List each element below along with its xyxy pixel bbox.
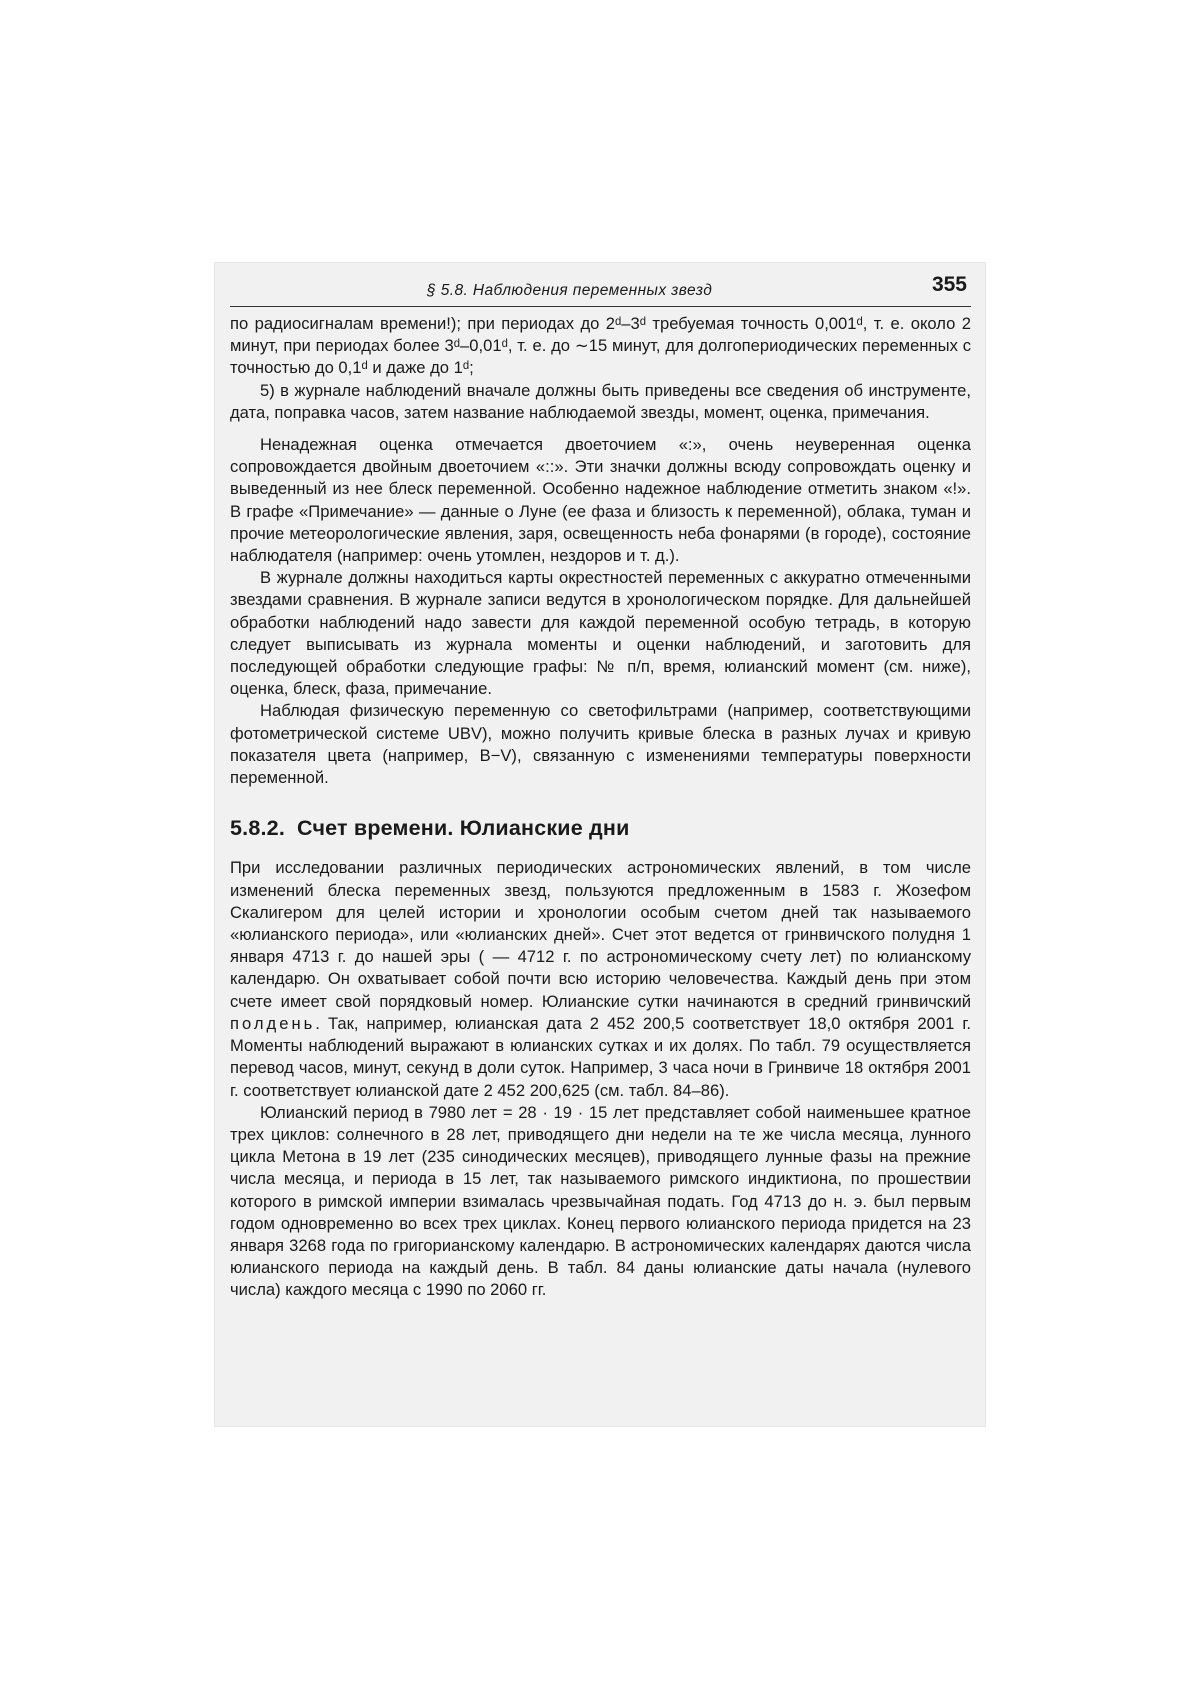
section-title: Счет времени. Юлианские дни [297,816,630,841]
paragraph-julian-days-part-1: При исследовании различных периодических астрономических явлений, в том числе изменений блеска переменных звезд, пользуются предложенным в 1583 г. Жозефом Скалигером для целей истории и хронологии особым счетом дней так называемого «юлианского периода», или «юлианских дней». Счет этот ведется от гринвичского полудня 1 января 4713 г. до нашей эры ( — 4712 г. по астрономическому счету лет) по юлианскому календарю. Он охватывает собой почти всю историю человечества. Каждый день при этом счете имеет свой порядковый номер. Юлианские сутки начинаются в средний гринвичский [230,858,971,1011]
section-number: 5.8.2. [230,816,285,841]
paragraph-journal-item-5: 5) в журнале наблюдений вначале должны быть приведены все сведения об инструменте, дата, поправка часов, затем название наблюдаемой звезды, момент, оценка, примечания. [230,380,971,422]
paragraph-julian-period: Юлианский период в 7980 лет = 28 · 19 · 15 лет представляет собой наименьшее кратное трех циклов: солнечного в 28 лет, приводящего дни недели на те же числа месяца, лунного цикла Метона в 19 лет (235 синодических месяцев), приводящего лунные фазы на прежние числа месяца, и периода в 15 лет, так называемого римского индиктиона, по прошествии которого в римской империи взималась чрезвычайная подать. Год 4713 до н. э. был первым годом одновременно во всех трех циклах. Конец первого юлианского периода придется на 23 января 3268 года по григорианскому календарю. В астрономических календарях даются числа юлианского периода на каждый день. В табл. 84 даны юлианские даты начала (нулевого числа) каждого месяца с 1990 по 2060 гг. [230,1102,971,1300]
paragraph-julian-days [230,857,971,1101]
running-header [230,272,971,306]
paragraph-precision: по радиосигналам времени!); при периодах до 2ᵈ–3ᵈ требуемая точность 0,001ᵈ, т. е. около 2 минут, при периодах более 3ᵈ–0,01ᵈ, т. е. до ∼15 минут, для долгопериодических переменных с точностью до 0,1ᵈ и даже до 1ᵈ; [230,314,971,378]
section-heading [230,817,971,839]
paragraph-filters: Наблюдая физическую переменную со светофильтрами (например, соответствующими фотометрической системе UBV), можно получить кривые блеска в разных лучах и кривую показателя цвета (например, B−V), связанную с изменениями температуры поверхности переменной. [230,701,971,788]
section-header: § 5.8. Наблюдения переменных звезд [427,282,713,299]
paragraph-julian-days-part-2: . Так, например, юлианская дата 2 452 200,5 соответствует 18,0 октября 2001 г. Моменты наблюдений выражают в юлианских сутках и их долях. По табл. 79 осуществляется перевод часов, минут, секунд в доли суток. Например, 3 часа ночи в Гринвиче 18 октября 2001 г. соответствует юлианской дате 2 452 200,625 (см. табл. 84–86). [230,1013,971,1100]
paragraph-unreliable-estimate: Ненадежная оценка отмечается двоеточием «:», очень неуверенная оценка сопровождается двойным двоеточием «::». Эти значки должны всюду сопровождать оценку и выведенный из нее блеск переменной. Особенно надежное наблюдение отметить знаком «!». В графе «Примечание» — данные о Луне (ее фаза и близость к переменной), облака, туман и прочие метеорологические явления, заря, освещенность неба фонарями (в городе), состояние наблюдателя (например: очень утомлен, нездоров и т. д.). [230,435,971,566]
header-rule [230,306,971,307]
paragraph-charts: В журнале должны находиться карты окрестностей переменных с аккуратно отмеченными звездами сравнения. В журнале записи ведутся в хронологическом порядке. Для дальнейшей обработки наблюдений надо завести для каждой переменной особую тетрадь, в которую следует выписывать из журнала моменты и оценки наблюдений, и заготовить для последующей обработки следующие графы: № п/п, время, юлианский момент (см. ниже), оценка, блеск, фаза, примечание. [230,568,971,699]
spaced-word-noon: полдень [230,1013,316,1033]
book-page [230,272,971,1302]
page-number: 355 [931,273,967,296]
